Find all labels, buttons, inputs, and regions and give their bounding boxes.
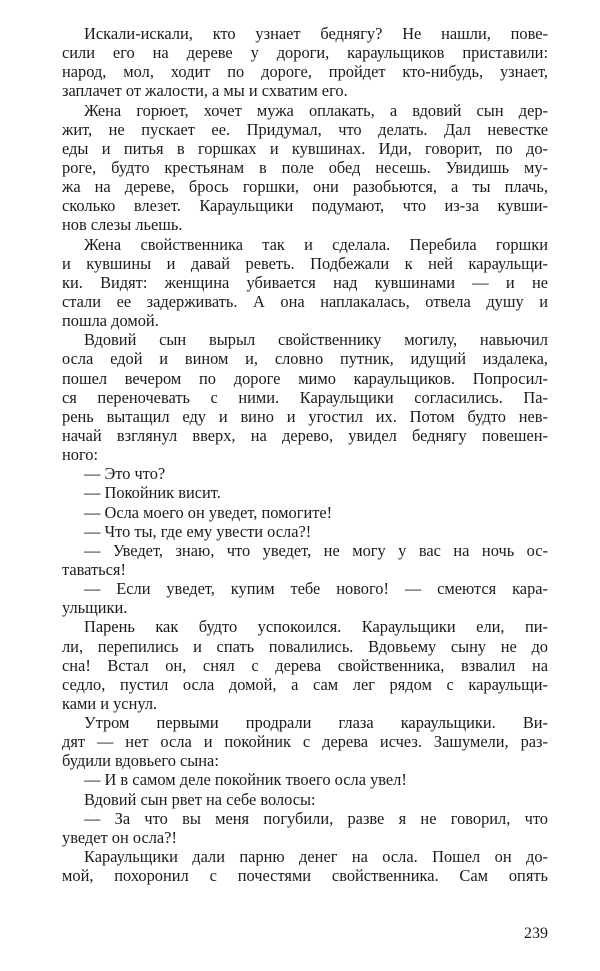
- text-line: пошла домой.: [62, 311, 159, 331]
- paragraph: [62, 809, 548, 847]
- text-line: народ, мол, ходит по дороге, пройдет кто-нибудь, узнает,: [62, 62, 548, 82]
- paragraph: [62, 101, 548, 235]
- text-line: заплачет от жалости, а мы и схватим его.: [62, 81, 348, 101]
- page-number: 239: [524, 925, 548, 942]
- paragraph: [62, 847, 548, 885]
- text-line: седло, пустил осла домой, а сам лег рядом с караульщи-: [62, 674, 548, 694]
- paragraph: [62, 235, 548, 331]
- text-line: Караульщики дали парню денег на осла. Пошел он до-: [84, 847, 548, 867]
- text-line: ли, перепились и спать повалились. Вдовьему сыну не до: [62, 636, 548, 656]
- text-line: уведет он осла?!: [62, 827, 177, 847]
- paragraph: [62, 541, 548, 579]
- book-page-text: [62, 24, 548, 885]
- text-line: будили вдовьего сына:: [62, 751, 219, 771]
- paragraph: [62, 24, 548, 101]
- text-line: — Уведет, знаю, что уведет, не могу у вас на ночь ос-: [84, 540, 548, 560]
- text-line: ного:: [62, 445, 99, 465]
- paragraph: [62, 483, 548, 502]
- text-line: Вдовий сын вырыл свойственнику могилу, навьючил: [84, 330, 548, 350]
- text-line: и кувшины и давай реветь. Подбежали к ней караульщи-: [62, 253, 548, 273]
- text-line: сна! Встал он, снял с дерева свойственника, взвалил на: [62, 655, 548, 675]
- text-line: ками и уснул.: [62, 693, 158, 713]
- text-line: пошел вечером по дороге мимо караульщиков. Попросил-: [62, 368, 548, 388]
- text-line: стали ее задерживать. А она наплакалась, отвела душу и: [62, 291, 548, 311]
- text-line: жа на дереве, брось горшки, они разобьются, а ты плачь,: [62, 177, 548, 197]
- paragraph: [62, 522, 548, 541]
- text-line: — И в самом деле покойник твоего осла увел!: [84, 770, 407, 790]
- text-line: осла едой и вином и, словно путник, идущий издалека,: [62, 349, 548, 369]
- text-line: Утром первыми продрали глаза караульщики. Ви-: [84, 713, 548, 733]
- text-line: сколько влезет. Караульщики подумают, что из-за кувши-: [62, 196, 548, 216]
- paragraph: [62, 464, 548, 483]
- text-line: жит, не пускает ее. Придумал, что делать. Дал невестке: [62, 119, 548, 139]
- paragraph: [62, 713, 548, 770]
- text-line: Искали-искали, кто узнает беднягу? Не нашли, пове-: [84, 24, 548, 43]
- text-line: еды и питья в горшках и кувшинах. Иди, говорит, по до-: [62, 138, 548, 158]
- text-line: рень вытащил еду и вино и угостил их. Потом будто нев-: [62, 406, 548, 426]
- text-line: мой, похоронил с почестями свойственника. Сам опять: [62, 866, 548, 886]
- text-line: нов слезы льешь.: [62, 215, 183, 235]
- text-line: ульщики.: [62, 598, 128, 618]
- paragraph: [62, 617, 548, 713]
- text-line: — Что ты, где ему увести осла?!: [84, 521, 312, 541]
- paragraph: [62, 770, 548, 789]
- text-line: — Осла моего он уведет, помогите!: [84, 502, 333, 522]
- text-line: ся переночевать с ними. Караульщики согласились. Па-: [62, 387, 548, 407]
- text-line: таваться!: [62, 559, 126, 579]
- paragraph: [62, 503, 548, 522]
- paragraph: [62, 790, 548, 809]
- text-line: Парень как будто успокоился. Караульщики ели, пи-: [84, 617, 548, 637]
- text-line: ки. Видят: женщина убивается над кувшинами — и не: [62, 272, 548, 292]
- text-line: дят — нет осла и покойник с дерева исчез. Зашумели, раз-: [62, 732, 548, 752]
- text-line: — Если уведет, купим тебе нового! — смеются кара-: [84, 579, 548, 599]
- text-line: — Это что?: [84, 464, 166, 484]
- text-line: — Покойник висит.: [84, 483, 221, 503]
- text-line: Жена горюет, хочет мужа оплакать, а вдовий сын дер-: [84, 100, 548, 120]
- text-line: роге, будто крестьянам в поле обед несешь. Увидишь му-: [62, 157, 548, 177]
- paragraph: [62, 330, 548, 464]
- text-line: начай взглянул вверх, на дерево, увидел беднягу повешен-: [62, 425, 548, 445]
- paragraph: [62, 579, 548, 617]
- text-line: сили его на дереве у дороги, караульщиков приставили:: [62, 43, 548, 63]
- text-line: Жена свойственника так и сделала. Перебила горшки: [84, 234, 548, 254]
- text-line: — За что вы меня погубили, разве я не говорил, что: [84, 808, 548, 828]
- text-line: Вдовий сын рвет на себе волосы:: [84, 789, 316, 809]
